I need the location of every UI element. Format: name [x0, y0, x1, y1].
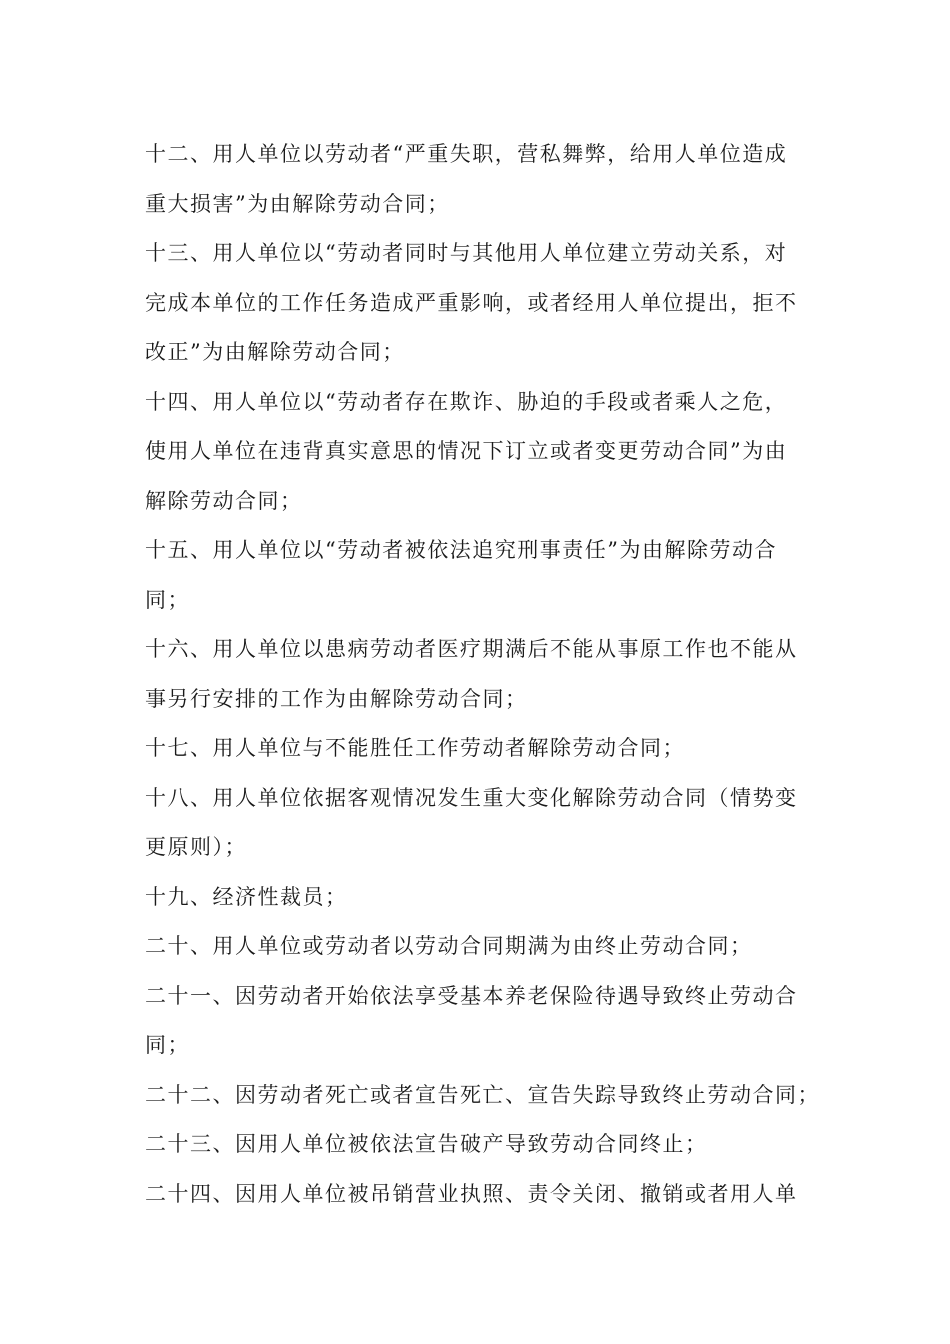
text-line: 二十一、因劳动者开始依法享受基本养老保险待遇导致终止劳动合	[145, 983, 798, 1008]
text-line: 改正”为由解除劳动合同；	[145, 340, 405, 364]
text-line: 二十二、因劳动者死亡或者宣告死亡、宣告失踪导致终止劳动合同；	[145, 1082, 820, 1107]
text-line: 十七、用人单位与不能胜任工作劳动者解除劳动合同；	[145, 736, 685, 760]
text-line: 事另行安排的工作为由解除劳动合同；	[145, 686, 528, 711]
text-line: 同；	[145, 587, 190, 612]
text-line: 十三、用人单位以“劳动者同时与其他用人单位建立劳动关系，对	[145, 241, 788, 265]
text-line: 使用人单位在违背真实意思的情况下订立或者变更劳动合同”为由	[145, 439, 788, 463]
text-line: 十六、用人单位以患病劳动者医疗期满后不能从事原工作也不能从	[145, 637, 798, 661]
text-line: 十二、用人单位以劳动者“严重失职，营私舞弊，给用人单位造成	[145, 142, 788, 166]
text-line: 十四、用人单位以“劳动者存在欺诈、胁迫的手段或者乘人之危，	[145, 389, 788, 414]
text-line: 二十三、因用人单位被依法宣告破产导致劳动合同终止；	[145, 1132, 708, 1156]
text-line: 同；	[145, 1033, 190, 1057]
text-line: 二十四、因用人单位被吊销营业执照、责令关闭、撤销或者用人单	[145, 1181, 798, 1206]
text-line: 十九、经济性裁员；	[145, 884, 348, 909]
document-body	[145, 130, 820, 1219]
text-line: 完成本单位的工作任务造成严重影响，或者经用人单位提出，拒不	[145, 290, 798, 315]
text-line: 十八、用人单位依据客观情况发生重大变化解除劳动合同（情势变	[145, 785, 798, 810]
text-line: 重大损害”为由解除劳动合同；	[145, 191, 450, 216]
text-line: 二十、用人单位或劳动者以劳动合同期满为由终止劳动合同；	[145, 934, 753, 958]
text-line: 解除劳动合同；	[145, 488, 303, 513]
text-line: 十五、用人单位以“劳动者被依法追究刑事责任”为由解除劳动合	[145, 538, 777, 562]
text-line: 更原则）；	[145, 835, 247, 859]
